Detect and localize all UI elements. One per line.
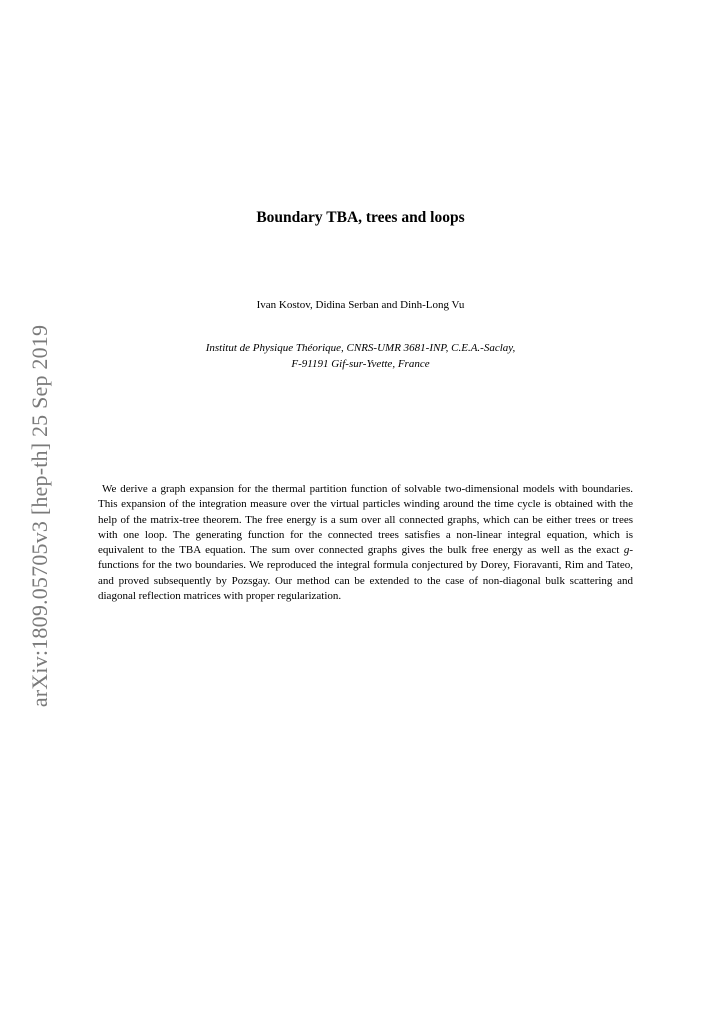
abstract-math-g: g [623,544,630,557]
abstract-text-part-1: We derive a graph expansion for the thermal partition function of solvable two-dimensional models with boundaries. This expansion of the integration measure over the virtual particles winding around the time cycle is obtained with the help of the matrix-tree theorem. The free energy is a sum over all connected graphs, which can be either trees or trees with one loop. The generating function for the connected trees satisfies a non-linear integral equation, which is equivalent to the TBA equation. The sum over connected graphs gives the bulk free energy as well as the exact [98,483,633,557]
author-list: Ivan Kostov, Didina Serban and Dinh-Long Vu [256,299,465,311]
affiliation-line-1: Institut de Physique Théorique, CNRS-UMR 3681-INP, C.E.A.-Saclay, [205,342,516,354]
abstract [98,482,633,604]
affiliation-line-2: F-91191 Gif-sur-Yvette, France [291,358,430,370]
abstract-text-part-2: -functions for the two boundaries. We reproduced the integral formula conjectured by Dorey, Fioravanti, Rim and Tateo, and proved subsequently by Pozsgay. Our method can be extended to the case of non-diagonal bulk scattering and diagonal reflection matrices with proper regularization. [98,544,633,603]
paper-title: Boundary TBA, trees and loops [256,209,465,226]
affiliation [0,340,721,372]
arxiv-identifier: arXiv:1809.05705v3 [hep-th] 25 Sep 2019 [27,324,52,708]
